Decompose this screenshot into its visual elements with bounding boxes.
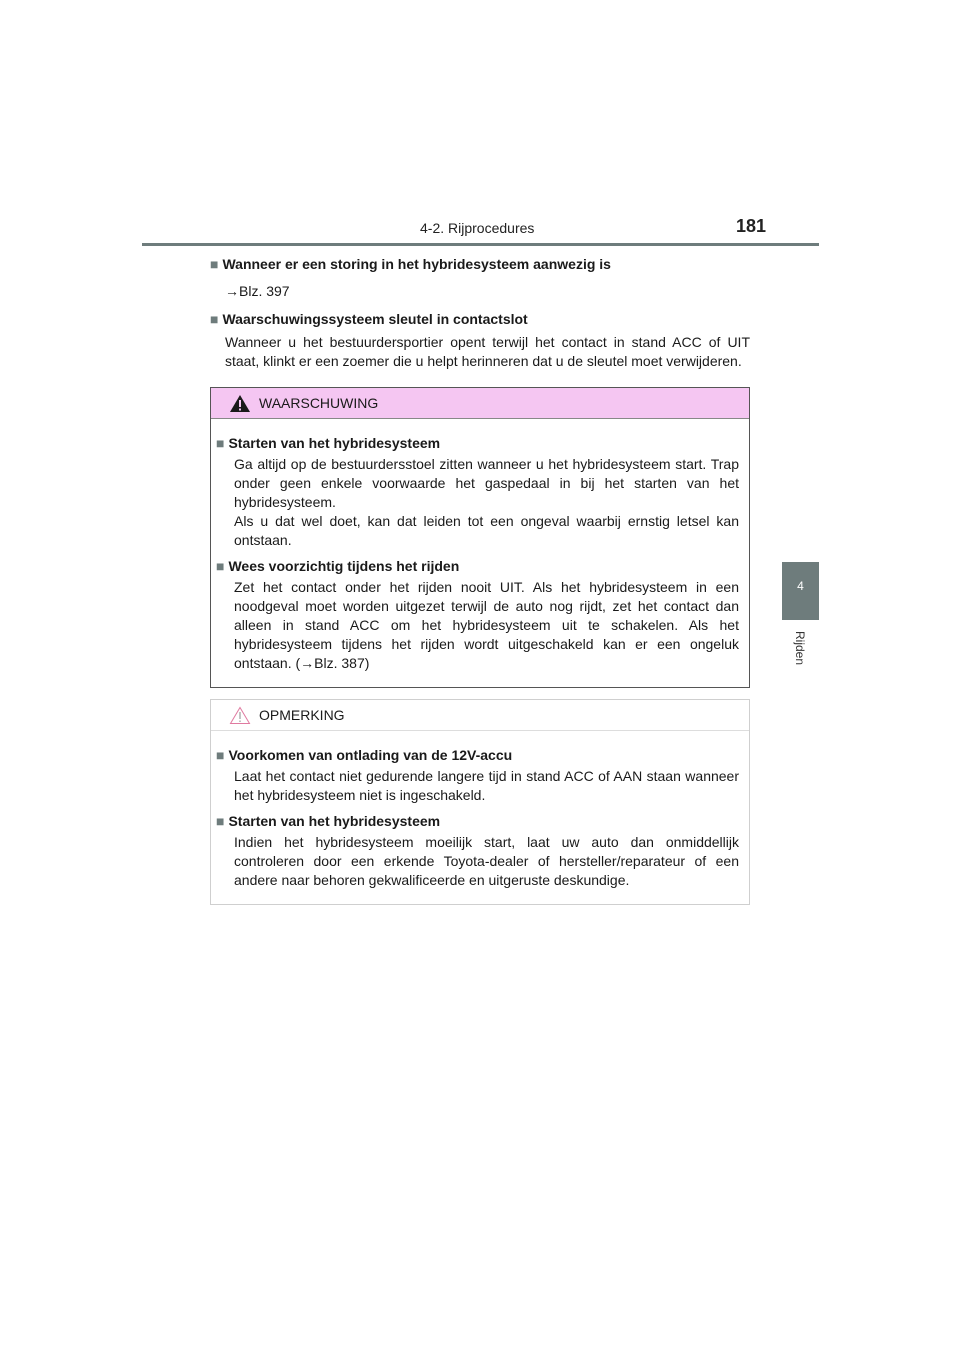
section-text: Wanneer u het bestuurdersportier opent terwijl het contact in stand ACC of UIT staat, klinkt er een zoemer die u helpt herinneren dat u de sleutel moet verwijderen.: [225, 334, 750, 369]
note-item-heading: [216, 811, 739, 831]
note-item-text: Indien het hybridesysteem moeilijk start, laat uw auto dan onmiddellijk controleren door een erkende Toyota-dealer of hersteller/reparateur of een andere naar behoren gekwalificeerde en uitgeruste deskundige.: [234, 834, 739, 888]
warning-item: [216, 433, 739, 550]
bullet-square-icon: ■: [216, 435, 225, 451]
section-heading: [210, 309, 750, 329]
warning-title: WAARSCHUWING: [259, 395, 379, 411]
section-key-reminder: [210, 309, 750, 371]
bullet-square-icon: ■: [216, 813, 225, 829]
warning-box-body: [211, 419, 749, 687]
note-title: OPMERKING: [259, 707, 345, 723]
section-malfunction: [210, 254, 750, 301]
section-title: Wanneer er een storing in het hybridesysteem aanwezig is: [222, 256, 611, 272]
warning-item-text: Zet het contact onder het rijden nooit UIT. Als het hybridesysteem in een noodgeval moet worden uitgezet terwijl de auto nog rijdt, zet het contact dan alleen in stand ACC om het hybridesysteem uit te schakelen. Als het hybridesysteem tijdens het rijden wordt uitgeschakeld kan er een ongeluk ontstaan. (→Blz. 387): [234, 579, 739, 671]
section-title: Waarschuwingssysteem sleutel in contactslot: [222, 311, 528, 327]
header-section-title: 4-2. Rijprocedures: [420, 220, 535, 236]
bullet-square-icon: ■: [216, 558, 225, 574]
warning-item-heading: [216, 433, 739, 453]
caution-triangle-outline-icon: [229, 706, 251, 725]
warning-item: [216, 556, 739, 673]
note-box-body: [211, 731, 749, 904]
warning-item-text: Als u dat wel doet, kan dat leiden tot een ongeval waarbij ernstig letsel kan ontstaan.: [234, 513, 739, 548]
note-item-title: Starten van het hybridesysteem: [228, 813, 441, 829]
chapter-tab-label: Rijden: [793, 630, 807, 666]
warning-item-heading: [216, 556, 739, 576]
page-number: 181: [736, 216, 767, 236]
warning-item-title: Starten van het hybridesysteem: [228, 435, 441, 451]
page-content: [210, 254, 750, 905]
header-rule: [142, 243, 819, 246]
note-item-text: Laat het contact niet gedurende langere tijd in stand ACC of AAN staan wanneer het hybridesysteem niet is ingeschakeld.: [234, 768, 739, 803]
bullet-square-icon: ■: [210, 311, 219, 327]
note-item-heading: [216, 745, 739, 765]
bullet-square-icon: ■: [210, 256, 219, 272]
chapter-tab: 4: [782, 562, 819, 620]
page-reference: →Blz. 397: [225, 283, 290, 299]
warning-box-header: [211, 388, 749, 419]
section-heading: [210, 254, 750, 274]
note-box-header: [211, 700, 749, 731]
warning-box: [210, 387, 750, 688]
warning-item-text: Ga altijd op de bestuurdersstoel zitten wanneer u het hybridesysteem start. Trap onder geen enkele voorwaarde het gaspedaal in bij het starten van het hybridesysteem.: [234, 456, 739, 510]
note-item: [216, 811, 739, 890]
note-item-title: Voorkomen van ontlading van de 12V-accu: [228, 747, 513, 763]
warning-triangle-icon: [229, 394, 251, 413]
note-item: [216, 745, 739, 805]
warning-item-title: Wees voorzichtig tijdens het rijden: [228, 558, 460, 574]
note-box: [210, 699, 750, 905]
bullet-square-icon: ■: [216, 747, 225, 763]
